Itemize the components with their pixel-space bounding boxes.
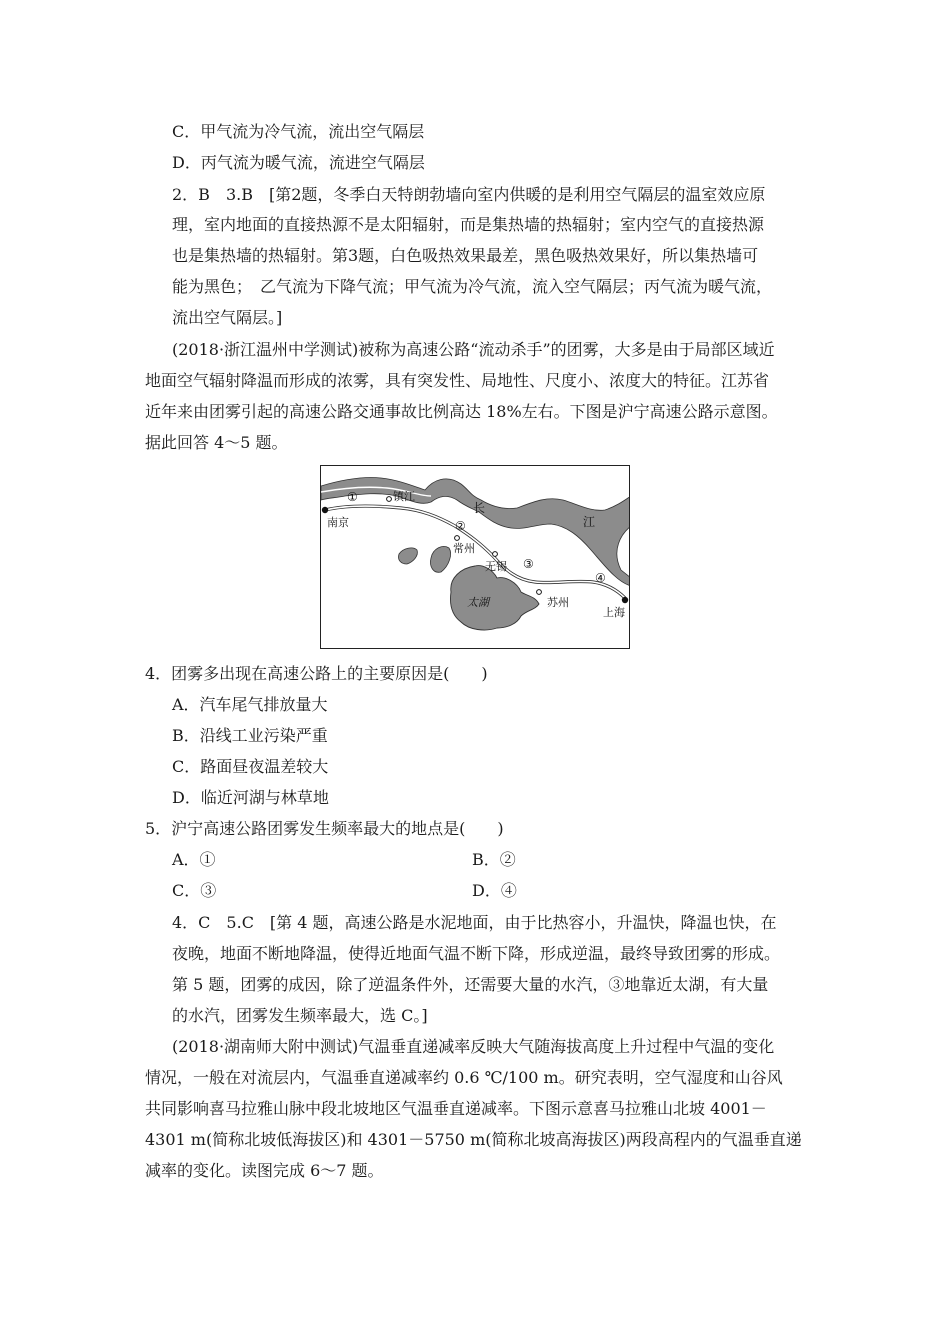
q4-option-c: C．路面昼夜温差较大 <box>172 757 329 776</box>
intro-line-2: 地面空气辐射降温而形成的浓雾，具有突发性、局地性、尺度小、浓度大的特征。江苏省 <box>145 371 770 390</box>
zhenjiang-dot <box>387 497 392 502</box>
small-lake-2 <box>430 546 450 572</box>
map-label-river-2: 江 <box>583 515 596 529</box>
q4-option-b: B．沿线工业污染严重 <box>172 726 328 745</box>
answer45-line-4: 的水汽，团雾发生频率最大，选 C。] <box>172 1006 428 1025</box>
map-label-suzhou: 苏州 <box>547 596 569 609</box>
q5-option-d: D．④ <box>472 881 517 900</box>
small-lake-1 <box>398 548 417 564</box>
q4-option-d: D．临近河湖与林草地 <box>172 788 329 807</box>
q4-stem: 4．团雾多出现在高速公路上的主要原因是( ) <box>145 664 488 683</box>
answer45-line-3: 第 5 题，团雾的成因，除了逆温条件外，还需要大量的水汽，③地靠近太湖，有大量 <box>172 975 769 994</box>
map-label-changzhou: 常州 <box>453 542 475 555</box>
intro3-line-5: 减率的变化。读图完成 6～7 题。 <box>145 1161 384 1180</box>
answer-line-2: 理，室内地面的直接热源不是太阳辐射，而是集热墙的热辐射；室内空气的直接热源 <box>172 215 765 234</box>
highway-map <box>320 465 630 649</box>
q5-option-c: C．③ <box>172 881 217 900</box>
changzhou-dot <box>455 536 460 541</box>
answer-line-1: 2．B 3.B [第2题，冬季白天特朗勃墙向室内供暖的是利用空气隔层的温室效应原 <box>172 185 766 204</box>
answer45-line-2: 夜晚，地面不断地降温，使得近地面气温不断下降，形成逆温，最终导致团雾的形成。 <box>172 944 781 963</box>
wuxi-dot <box>493 552 498 557</box>
nanjing-dot <box>322 507 328 513</box>
highway-map-svg <box>321 466 630 649</box>
map-label-shanghai: 上海 <box>603 606 625 619</box>
intro3-line-2: 情况，一般在对流层内，气温垂直递减率约 0.6 ℃/100 m。研究表明，空气湿度和山谷风 <box>145 1068 783 1087</box>
intro3-line-3: 共同影响喜马拉雅山脉中段北坡地区气温垂直递减率。下图示意喜马拉雅山北坡 4001－ <box>145 1099 767 1118</box>
map-point-1: ① <box>347 490 358 504</box>
intro-line-3: 近年来由团雾引起的高速公路交通事故比例高达 18%左右。下图是沪宁高速公路示意图。 <box>145 402 778 421</box>
intro-line-1: (2018·浙江温州中学测试)被称为高速公路“流动杀手”的团雾，大多是由于局部区域近 <box>172 340 775 359</box>
taihu-lake <box>450 566 539 630</box>
option-d: D．丙气流为暖气流，流进空气隔层 <box>172 153 425 172</box>
suzhou-dot <box>537 590 542 595</box>
intro3-line-4: 4301 m(简称北坡低海拔区)和 4301－5750 m(简称北坡高海拔区)两段高程内的气温垂直递 <box>145 1130 802 1149</box>
q5-option-a: A．① <box>172 850 216 869</box>
answer-line-3: 也是集热墙的热辐射。第3题，白色吸热效果最差，黑色吸热效果好，所以集热墙可 <box>172 246 759 265</box>
map-label-zhenjiang: 镇江 <box>393 490 415 503</box>
map-point-4: ④ <box>595 571 606 585</box>
answer45-line-1: 4．C 5.C [第 4 题，高速公路是水泥地面，由于比热容小，升温快，降温也快，在 <box>172 913 777 932</box>
map-label-taihu: 太湖 <box>467 596 489 609</box>
q5-stem: 5．沪宁高速公路团雾发生频率最大的地点是( ) <box>145 819 504 838</box>
intro3-line-1: (2018·湖南师大附中测试)气温垂直递减率反映大气随海拔高度上升过程中气温的变化 <box>172 1037 775 1056</box>
map-point-2: ② <box>455 519 466 533</box>
q4-option-a: A．汽车尾气排放量大 <box>172 695 328 714</box>
q5-option-b: B．② <box>472 850 516 869</box>
map-point-3: ③ <box>523 557 534 571</box>
option-c: C．甲气流为冷气流，流出空气隔层 <box>172 122 425 141</box>
shanghai-dot <box>622 597 628 603</box>
map-label-wuxi: 无锡 <box>485 560 507 573</box>
intro-line-4: 据此回答 4～5 题。 <box>145 433 288 452</box>
map-label-nanjing: 南京 <box>327 516 349 529</box>
answer-line-5: 流出空气隔层。] <box>172 308 283 327</box>
map-label-river-1: 长 <box>473 501 486 515</box>
answer-line-4: 能为黑色； 乙气流为下降气流；甲气流为冷气流，流入空气隔层；丙气流为暖气流， <box>172 277 773 296</box>
